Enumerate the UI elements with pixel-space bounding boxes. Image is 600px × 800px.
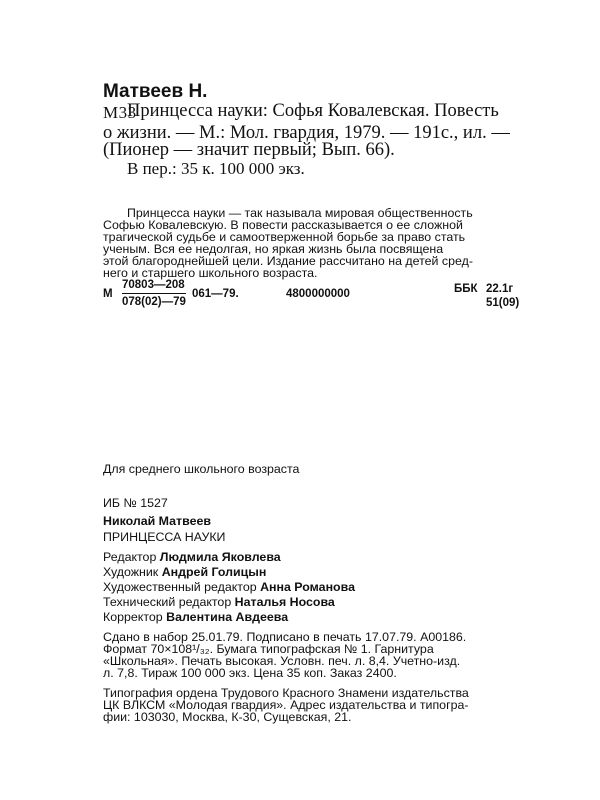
printer-line: Типография ордена Трудового Красного Знамени издательства <box>103 686 469 700</box>
bbk-top: 22.1г <box>486 283 514 295</box>
audience-note: Для среднего школьного возраста <box>103 462 300 476</box>
annotation-line: этой благороднейшей цели. Издание рассчитано на детей сред- <box>103 254 473 268</box>
classification-fraction <box>122 279 186 308</box>
print-details-line: Формат 70×108¹/₃₂. Бумага типографская № 1. Гарнитура <box>103 642 434 656</box>
card-title-line-2: о жизни. — М.: Мол. гвардия, 1979. — 191с., ил. — <box>103 123 510 143</box>
staff-role: Редактор <box>103 550 157 564</box>
classification-denominator: 078(02)—79 <box>122 296 186 308</box>
staff-artist <box>103 565 266 580</box>
printer-line: фии: 103030, Москва, К-30, Сущевская, 21. <box>103 710 352 724</box>
staff-proofreader <box>103 610 288 625</box>
classification-number: 4800000000 <box>286 288 350 300</box>
print-details-line: л. 7,8. Тираж 100 000 экз. Цена 35 коп. Заказ 2400. <box>103 666 397 680</box>
annotation-line: Софью Ковалевскую. В повести рассказывается о ее сложной <box>103 218 463 232</box>
print-details-line: «Школьная». Печать высокая. Условн. печ. л. 8,4. Учетно-изд. <box>103 654 461 668</box>
staff-name: Наталья Носова <box>234 595 335 609</box>
ib-number: ИБ № 1527 <box>103 496 168 510</box>
card-title-line-1: Принцесса науки: Софья Ковалевская. Повесть <box>127 101 499 121</box>
staff-editor <box>103 550 281 565</box>
imprint-title: ПРИНЦЕССА НАУКИ <box>103 530 226 544</box>
classification-numerator: 70803—208 <box>122 279 186 294</box>
annotation-line: него и старшего школьного возраста. <box>103 266 318 280</box>
staff-role: Корректор <box>103 610 163 624</box>
staff-art-editor <box>103 580 355 595</box>
card-title-line-3: (Пионер — значит первый; Вып. 66). <box>103 140 395 160</box>
staff-tech-editor <box>103 595 335 610</box>
card-price: В пер.: 35 к. 100 000 экз. <box>127 159 305 178</box>
annotation-line: Принцесса науки — так называла мировая общественность <box>127 206 473 220</box>
bbk-label: ББК <box>454 283 478 295</box>
bbk-bottom: 51(09) <box>486 297 520 309</box>
staff-role: Художник <box>103 565 159 579</box>
staff-name: Анна Романова <box>260 580 355 594</box>
staff-role: Технический редактор <box>103 595 232 609</box>
annotation-line: трагической судьбе и самоотверженной борьбе за право стать <box>103 230 466 244</box>
card-author: Матвеев Н. <box>103 81 208 102</box>
staff-name: Людмила Яковлева <box>159 550 281 564</box>
print-details-line: Сдано в набор 25.01.79. Подписано в печать 17.07.79. А00186. <box>103 630 467 644</box>
staff-name: Андрей Голицын <box>161 565 267 579</box>
classification-suffix: 061—79. <box>192 288 239 300</box>
card-code: М33 <box>103 103 137 122</box>
classification-letter: М <box>103 288 113 300</box>
annotation-line: ученым. Вся ее недолгая, но яркая жизнь была посвящена <box>103 242 444 256</box>
staff-role: Художественный редактор <box>103 580 257 594</box>
staff-name: Валентина Авдеева <box>166 610 289 624</box>
printer-line: ЦК ВЛКСМ «Молодая гвардия». Адрес издательства и типогра- <box>103 698 469 712</box>
imprint-author: Николай Матвеев <box>103 514 211 528</box>
